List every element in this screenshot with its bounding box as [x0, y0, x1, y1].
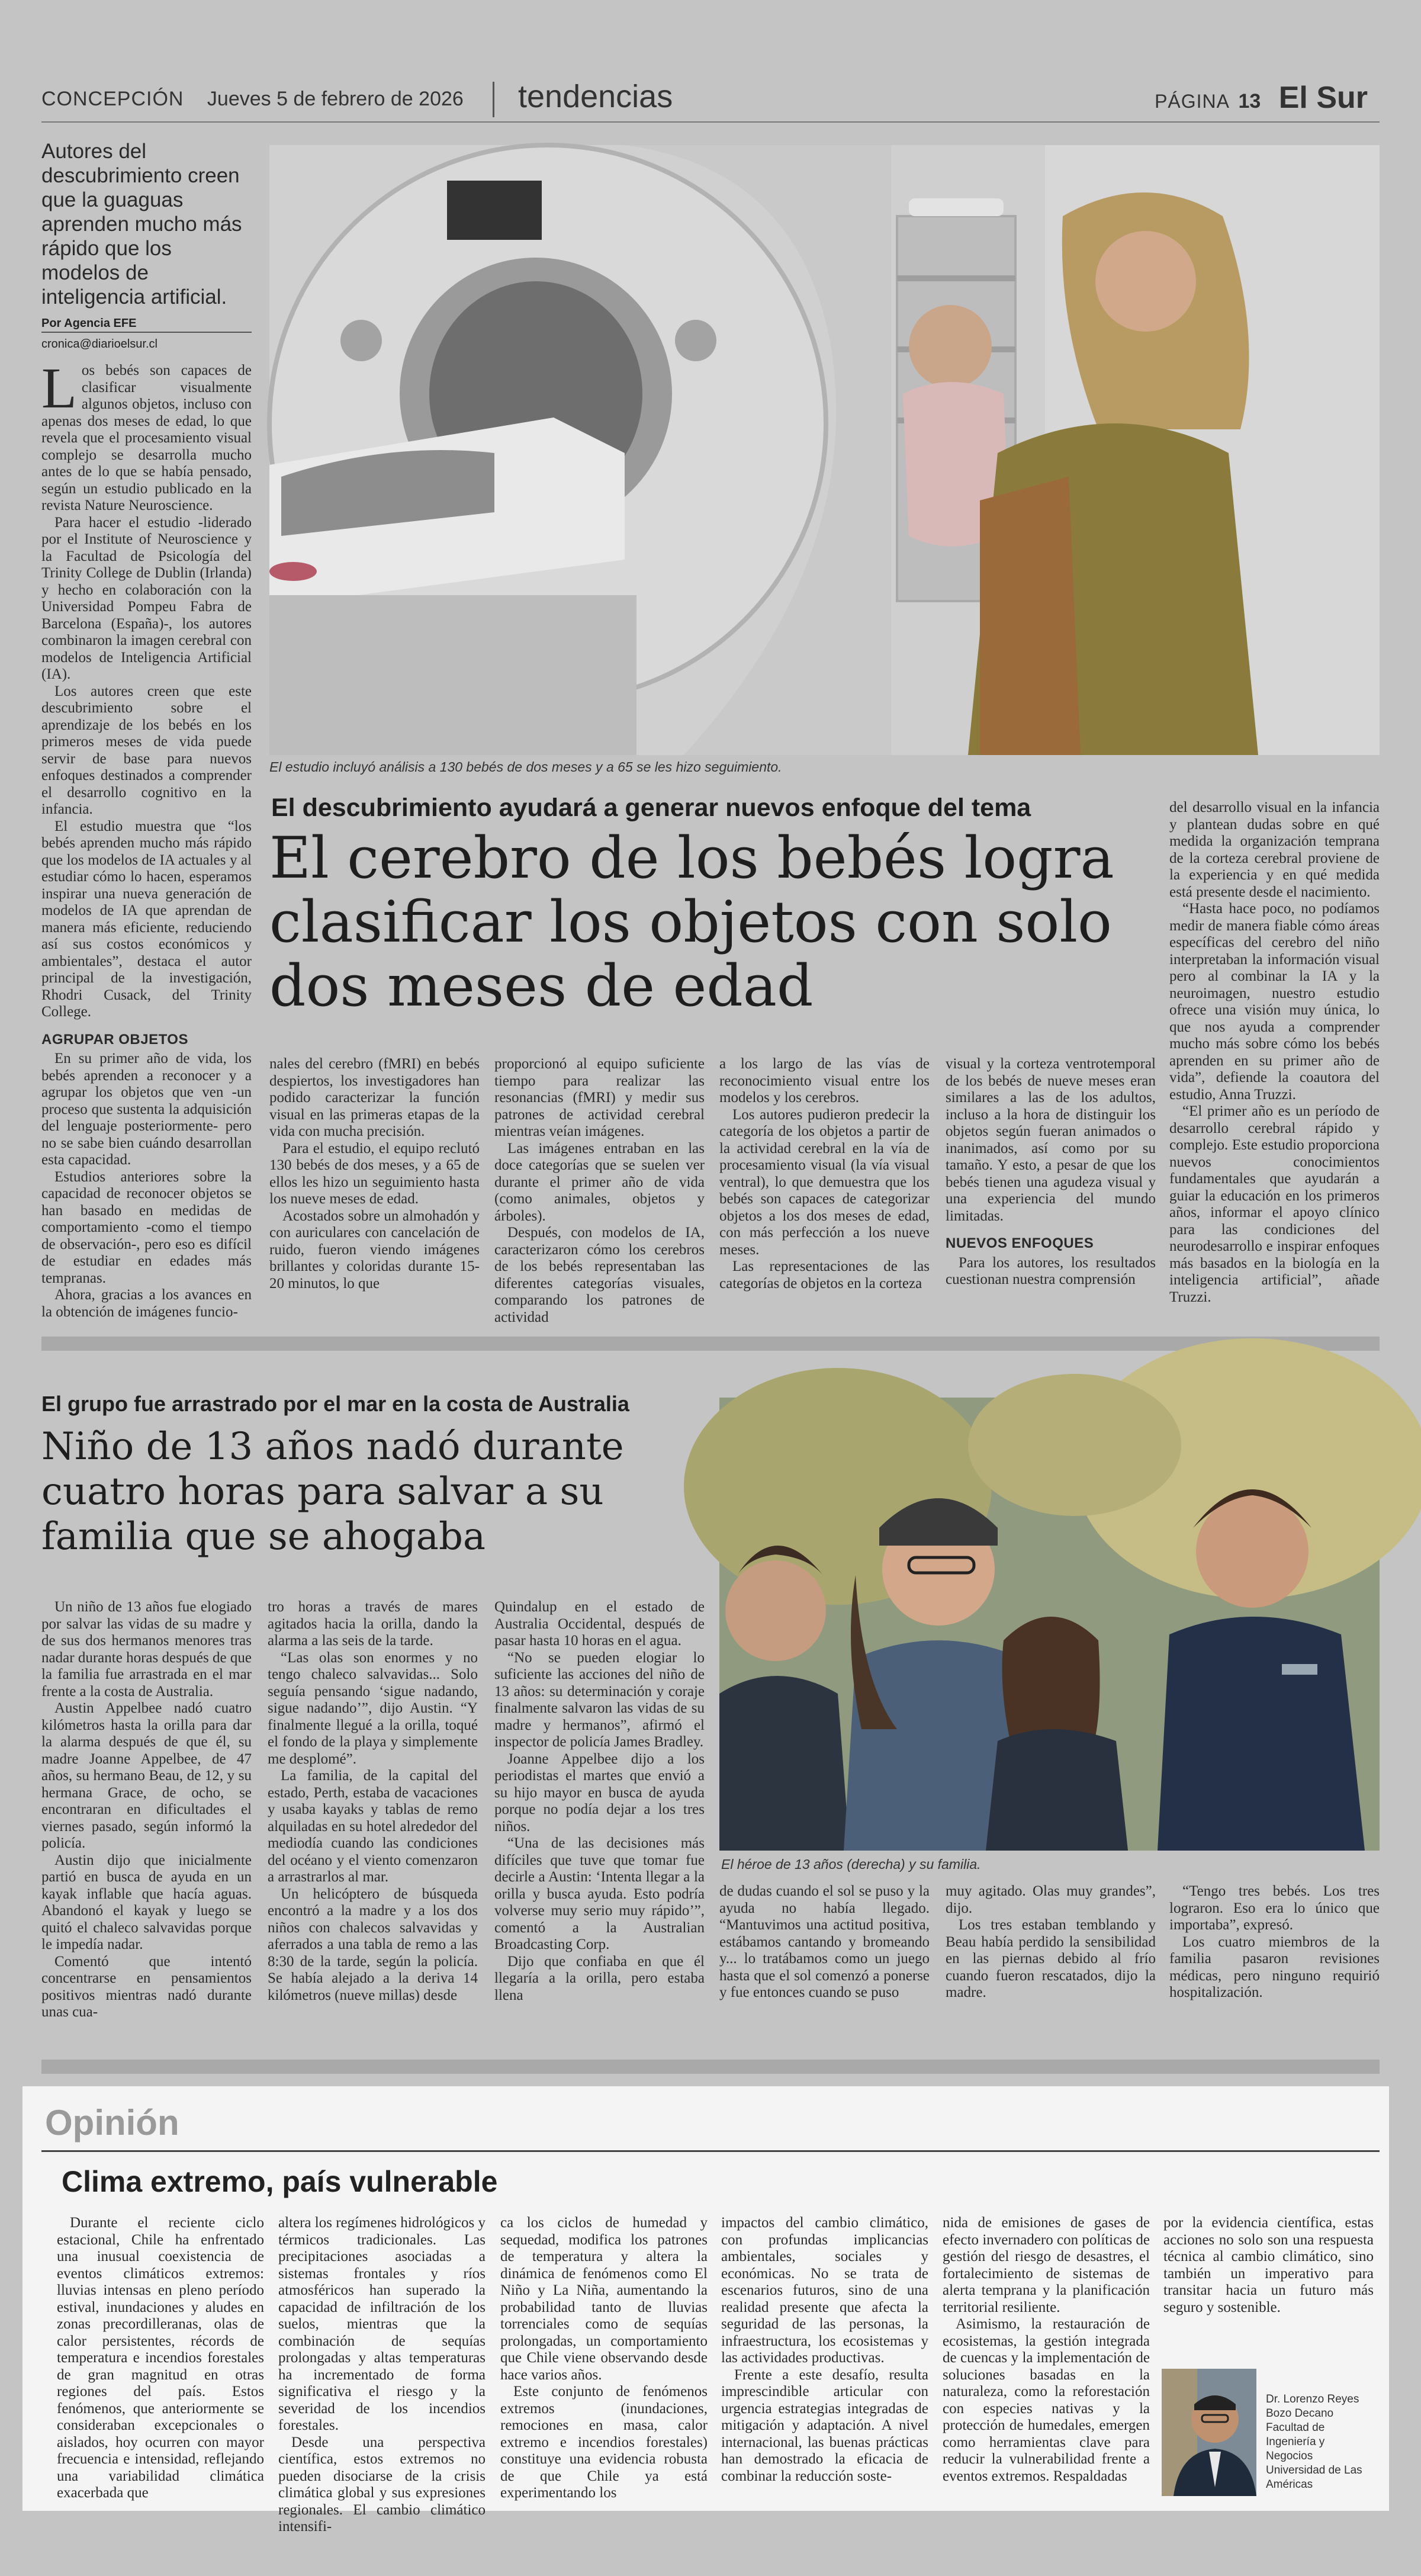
article1-kicker: El descubrimiento ayudará a generar nuevos enfoque del tema — [271, 794, 1031, 822]
header-date: Jueves 5 de febrero de 2026 — [207, 88, 464, 110]
article1-column-2 — [269, 1056, 480, 1305]
page-header-left — [41, 88, 464, 111]
paragraph: Este conjunto de fenómenos extremos (inundaciones, remociones en masa, calor extremo e incendios forestales) constituye una evidencia robusta de que Chile ya está experimentando los — [500, 2384, 708, 2501]
paragraph: muy agitado. Olas muy grandes”, dijo. — [946, 1883, 1156, 1916]
header-city: CONCEPCIÓN — [41, 88, 184, 110]
paragraph: Los tres estaban temblando y Beau había perdido la sensibilidad en las piernas debido al frío cuando fueron rescatados, dijo la madre. — [946, 1917, 1156, 2000]
family-photo-illustration — [719, 1398, 1380, 1851]
author-role: Facultad de Ingeniería y Negocios Universidad de Las Américas — [1266, 2421, 1362, 2491]
article1-column-4 — [719, 1056, 930, 1305]
paragraph: Desde una perspectiva científica, estos extremos no pueden disociarse de la crisis climática global y sus expresiones regionales. El cambio climático intensifi- — [278, 2434, 486, 2535]
paragraph: Ahora, gracias a los avances en la obtención de imágenes funcio- — [41, 1287, 252, 1320]
paragraph: de dudas cuando el sol se puso y la ayuda no había llegado. “Mantuvimos una actitud positiva, estábamos cantando y bromeando y... lo tratábamos como un juego hasta que el sol comenzó a ponerse y fue entonces cuando se puso — [719, 1883, 930, 2000]
photo-caption: El estudio incluyó análisis a 130 bebés de dos meses y a 65 se les hizo seguimiento. — [269, 759, 782, 775]
paragraph: La familia, de la capital del estado, Perth, estaba de vacaciones y usaba kayaks y tablas de remo alquiladas en su hotel alrededor del mediodía cuando las condiciones del océano y el viento comenzaron a arrastrarlos al mar. — [268, 1768, 478, 1885]
article2-column-1 — [41, 1599, 252, 2067]
article2-column-6 — [1169, 1883, 1380, 2067]
paragraph: impactos del cambio climático, con profundas implicancias ambientales, sociales y económicas. No se trata de escenarios futuros, sino de una realidad presente que afecta la seguridad de las personas, la infraestructura, los ecosistemas y las actividades productivas. — [721, 2215, 928, 2366]
paragraph: Comentó que intentó concentrarse en pensamientos positivos mientras nadó durante unas cua- — [41, 1953, 252, 2020]
article1-column-6 — [1169, 799, 1380, 1305]
page-header-right — [1155, 80, 1368, 115]
paragraph: nida de emisiones de gases de efecto invernadero con políticas de gestión del riesgo de desastres, el fortalecimiento de sistemas de alerta temprana y la planificación territorial resiliente. — [943, 2215, 1150, 2315]
opinion-column-3 — [500, 2215, 708, 2499]
paragraph: “Una de las decisiones más difíciles que tuve que tomar fue decirle a Austin: ‘Intenta llegar a la orilla y busca ayuda. Esto podría volverse muy serio muy rápido’”, comentó a la Australian Broadcasting Corp. — [494, 1835, 705, 1952]
article2-column-4 — [719, 1883, 930, 2067]
opinion-section-title: Opinión — [45, 2103, 179, 2143]
photo-caption: El héroe de 13 años (derecha) y su familia. — [721, 1856, 981, 1872]
author-credit — [1266, 2392, 1372, 2492]
paragraph: “Las olas son enormes y no tengo chaleco salvavidas... Solo seguía pensando ‘sigue nadando, sigue nadando’”, dijo Austin. “Y finalmente llegué a la orilla, toqué el fondo de la playa y simplemente me desplomé”. — [268, 1649, 478, 1767]
paragraph: Para hacer el estudio -liderado por el Institute of Neuroscience y la Facultad de Psicología del Trinity College de Dublin (Irlanda) y hecho en colaboración con la Universidad Pompeu Fabra de Barcelona (España)-, los autores combinaron la imagen cerebral con modelos de Inteligencia Artificial (IA). — [41, 514, 252, 682]
paragraph: Dijo que confiaba en que él llegaría a la orilla, pero estaba llena — [494, 1953, 705, 2003]
mri-photo-illustration — [269, 145, 1380, 755]
byline-email: cronica@diarioelsur.cl — [41, 338, 157, 351]
article2-kicker: El grupo fue arrastrado por el mar en la costa de Australia — [41, 1392, 629, 1416]
article1-column-1 — [41, 356, 252, 1320]
author-portrait — [1162, 2369, 1256, 2496]
paragraph: Austin dijo que inicialmente partió en busca de ayuda en un kayak inflable que hacía aguas. Abandonó el kayak y luego se quitó el chaleco salvavidas porque le impedía nadar. — [41, 1852, 252, 1952]
mri-photo — [269, 145, 1380, 755]
section-title: tendencias — [518, 79, 673, 114]
subheading: NUEVOS ENFOQUES — [946, 1235, 1094, 1251]
paragraph: Las imágenes entraban en las doce categorías que se suelen ver durante el primer año de vida (como animales, objetos y árboles). — [494, 1140, 705, 1224]
paragraph: nales del cerebro (fMRI) en bebés despiertos, los investigadores han podido caracterizar la función visual en las primeras etapas de la vida con mucha precisión. — [269, 1056, 480, 1139]
paragraph: Joanne Appelbee dijo a los periodistas el martes que envió a su hijo mayor en busca de ayuda porque no podía dejar a los tres niños. — [494, 1750, 705, 1835]
opinion-column-5 — [943, 2215, 1150, 2499]
paragraph: “El primer año es un período de desarrollo cerebral rápido y complejo. Este estudio proporciona nuevos conocimientos fundamentales que ayudarán a guiar la educación en los primeros años, informar el apoyo clínico para las condiciones del neurodesarrollo e inspirar enfoques más basados en la biología en la inteligencia artificial”, añade Truzzi. — [1169, 1103, 1380, 1305]
paragraph: “Hasta hace poco, no podíamos medir de manera fiable cómo áreas específicas del cerebro del niño interpretaban la información visual pero al combinar la IA y la neuroimagen, nuestro estudio ofrece una visión muy única, lo que nos ayuda a comprender mucho más sobre cómo los bebés aprenden en su primer año de vida”, defiende la coautora del estudio, Anna Truzzi. — [1169, 901, 1380, 1103]
page-number: 13 — [1238, 90, 1261, 113]
paragraph: por la evidencia científica, estas acciones no solo son una respuesta técnica al cambio climático, sino también un imperativo para transitar hacia un futuro más seguro y sostenible. — [1163, 2215, 1374, 2315]
opinion-column-2 — [278, 2215, 486, 2535]
article1-headline: El cerebro de los bebés logra clasificar los objetos con solo dos meses de edad — [269, 825, 1114, 1019]
opinion-rule — [41, 2150, 1380, 2152]
article2-column-3 — [494, 1599, 705, 2067]
paragraph: a los largo de las vías de reconocimiento visual entre los modelos y los cerebros. — [719, 1056, 930, 1106]
paragraph: Un helicóptero de búsqueda encontró a la madre y a los dos niños con chalecos salvavidas y aferrados a una tabla de remo a las 8:30 de la tarde, según la policía. Se había alejado a la deriva 14 kilómetros (nueve millas) desde — [268, 1886, 478, 2003]
opinion-column-1 — [57, 2215, 264, 2499]
section-separator — [41, 1337, 1380, 1351]
paragraph: Las representaciones de las categorías de objetos en la corteza — [719, 1258, 930, 1292]
page-label: PÁGINA — [1155, 91, 1230, 112]
paragraph: visual y la corteza ventrotemporal de los bebés de nueve meses eran similares a las de los adultos, incluso a la hora de distinguir los objetos según fueran animados o inanimados, así como por su tamaño. Y esto, a pesar de que los bebés tienen una agudeza visual y una experiencia del mundo limitadas. — [946, 1056, 1156, 1224]
family-photo — [719, 1398, 1380, 1851]
paragraph: El estudio muestra que “los bebés aprenden mucho más rápido que los modelos de IA actuales y al estudiar cómo lo hacen, esperamos inspirar una nueva generación de modelos de IA que aprendan de manera más eficiente, reduciendo así sus costos económicos y ambientales”, destaca el autor principal de la investigación, Rhodri Cusack, del Trinity College. — [41, 818, 252, 1020]
article2-column-5 — [946, 1883, 1156, 2067]
paragraph: Los cuatro miembros de la familia pasaron revisiones médicas, pero ninguno requirió hospitalización. — [1169, 1933, 1380, 2000]
paragraph: Estudios anteriores sobre la capacidad de reconocer objetos se han basado en medidas de comportamiento -como el tiempo de observación-, pero eso es difícil de estudiar en edades más tempranas. — [41, 1168, 252, 1286]
paragraph: Después, con modelos de IA, caracterizaron cómo los cerebros de los bebés representaban las diferentes categorías visuales, comparando los patrones de actividad — [494, 1225, 705, 1325]
author-name: Dr. Lorenzo Reyes Bozo Decano — [1266, 2393, 1359, 2420]
opinion-headline: Clima extremo, país vulnerable — [62, 2165, 498, 2198]
byline: Por Agencia EFE — [41, 317, 137, 330]
article2-headline: Niño de 13 años nadó durante cuatro horas para salvar a su familia que se ahogaba — [41, 1425, 624, 1559]
paragraph: os bebés son capaces de clasificar visualmente algunos objetos, incluso con apenas dos meses de edad, lo que revela que el procesamiento visual complejo se desarrolla mucho antes de lo que se había pensado, según un estudio publicado en la revista Nature Neuroscience. — [41, 362, 252, 513]
newspaper-logo: El Sur — [1278, 81, 1368, 115]
drop-cap: L — [41, 356, 77, 420]
paragraph: Asimismo, la restauración de ecosistemas, la gestión integrada de cuencas y la implementación de soluciones basadas en la naturaleza, como la reforestación con especies nativas y la protección de humedales, emergen como herramientas clave para reducir la vulnerabilidad frente a eventos extremos. Respaldadas — [943, 2316, 1150, 2484]
subheading: AGRUPAR OBJETOS — [41, 1031, 188, 1048]
byline-rule — [41, 332, 252, 333]
article1-column-3 — [494, 1056, 705, 1325]
paragraph: En su primer año de vida, los bebés aprenden a reconocer y a agrupar los objetos que ven -un proceso que sustenta la adquisición del lenguaje posteriormente- pero no se sabe bien cuándo desarrollan esta capacidad. — [41, 1051, 252, 1168]
paragraph: Austin Appelbee nadó cuatro kilómetros hasta la orilla para dar la alarma después de que él, su madre Joanne Appelbee, de 47 años, su hermano Beau, de 12, y su hermana Grace, de ocho, se encontraran en dificultades el viernes pasado, según informó la policía. — [41, 1700, 252, 1851]
header-divider — [493, 82, 494, 117]
paragraph: Acostados sobre un almohadón y con auriculares con cancelación de ruido, fueron viendo imágenes brillantes y coloridas durante 15-20 minutos, lo que — [269, 1207, 480, 1292]
section-separator — [41, 2060, 1380, 2074]
opinion-column-6 — [1163, 2215, 1374, 2363]
paragraph: Para los autores, los resultados cuestionan nuestra comprensión — [946, 1254, 1156, 1287]
paragraph: Quindalup en el estado de Australia Occidental, después de pasar hasta 10 horas en el agua. — [494, 1599, 705, 1649]
paragraph: Durante el reciente ciclo estacional, Chile ha enfrentado una inusual coexistencia de eventos climáticos extremos: lluvias intensas en pleno período estival, inundaciones y aludes en zonas precordilleranas, olas de calor persistentes, récords de temperatura e incendios forestales de gran magnitud en otras regiones del país. Estos fenómenos, que anteriormente se consideraban excepcionales o aislados, hoy ocurren con mayor frecuencia e intensidad, reflejando una variabilidad climática exacerbada que — [57, 2215, 264, 2501]
author-photo — [1162, 2369, 1256, 2496]
paragraph: proporcionó al equipo suficiente tiempo para realizar las resonancias (fMRI) y medir sus patrones de actividad cerebral mientras veían imágenes. — [494, 1056, 705, 1139]
paragraph: “Tengo tres bebés. Los tres lograron. Eso era lo único que importaba”, expresó. — [1169, 1883, 1380, 1933]
article1-column-5 — [946, 1056, 1156, 1305]
paragraph: Los autores creen que este descubrimiento sobre el aprendizaje de los bebés en los primeros meses de vida puede servir de base para nuevos enfoques destinados a comprender el desarrollo cognitivo en la infancia. — [41, 683, 252, 817]
article-deck: Autores del descubrimiento creen que la guaguas aprenden mucho más rápido que los modelos de inteligencia artificial. — [41, 140, 242, 309]
opinion-column-4 — [721, 2215, 928, 2499]
paragraph: tro horas a través de mares agitados hacia la orilla, dando la alarma a las seis de la tarde. — [268, 1599, 478, 1649]
paragraph: altera los regímenes hidrológicos y térmicos tradicionales. Las precipitaciones asociadas a sistemas frontales y ríos atmosféricos han superado la capacidad de infiltración de los suelos, mientras que la combinación de sequías prolongadas y altas temperaturas ha incrementado de forma significativa el riesgo y la severidad de los incendios forestales. — [278, 2215, 486, 2433]
article2-column-2 — [268, 1599, 478, 2067]
paragraph: Un niño de 13 años fue elogiado por salvar las vidas de su madre y de sus dos hermanos menores tras nadar durante horas después de que la familia fue arrastrada en el mar frente a la costa de Australia. — [41, 1599, 252, 1700]
header-rule — [41, 121, 1380, 123]
paragraph: ca los ciclos de humedad y sequedad, modifica los patrones de temperatura y altera la dinámica de fenómenos como El Niño y La Niña, aumentando la probabilidad tanto de lluvias torrenciales como de sequías prolongadas, un comportamiento que Chile viene observando desde hace varios años. — [500, 2215, 708, 2383]
paragraph: “No se pueden elogiar lo suficiente las acciones del niño de 13 años: su determinación y coraje finalmente salvaron las vidas de su madre y hermanos”, afirmó el inspector de policía James Bradley. — [494, 1649, 705, 1750]
paragraph: Frente a este desafío, resulta imprescindible articular con urgencia estrategias integradas de mitigación y adaptación. A nivel internacional, las buenas prácticas han demostrado la eficacia de combinar la reducción soste- — [721, 2366, 928, 2484]
paragraph: del desarrollo visual en la infancia y plantean dudas sobre en qué medida la organización temprana de la corteza cerebral proviene de la experiencia y en qué medida está presente desde el nacimiento. — [1169, 799, 1380, 900]
paragraph: Para el estudio, el equipo reclutó 130 bebés de dos meses, y a 65 de ellos les hizo un seguimiento hasta los nueve meses de edad. — [269, 1140, 480, 1207]
paragraph: Los autores pudieron predecir la categoría de los objetos a partir de la actividad cerebral en la vía de procesamiento visual (la vía visual ventral), lo que demuestra que los bebés son capaces de categorizar objetos a los dos meses de edad, con más perfección a los nueve meses. — [719, 1106, 930, 1258]
